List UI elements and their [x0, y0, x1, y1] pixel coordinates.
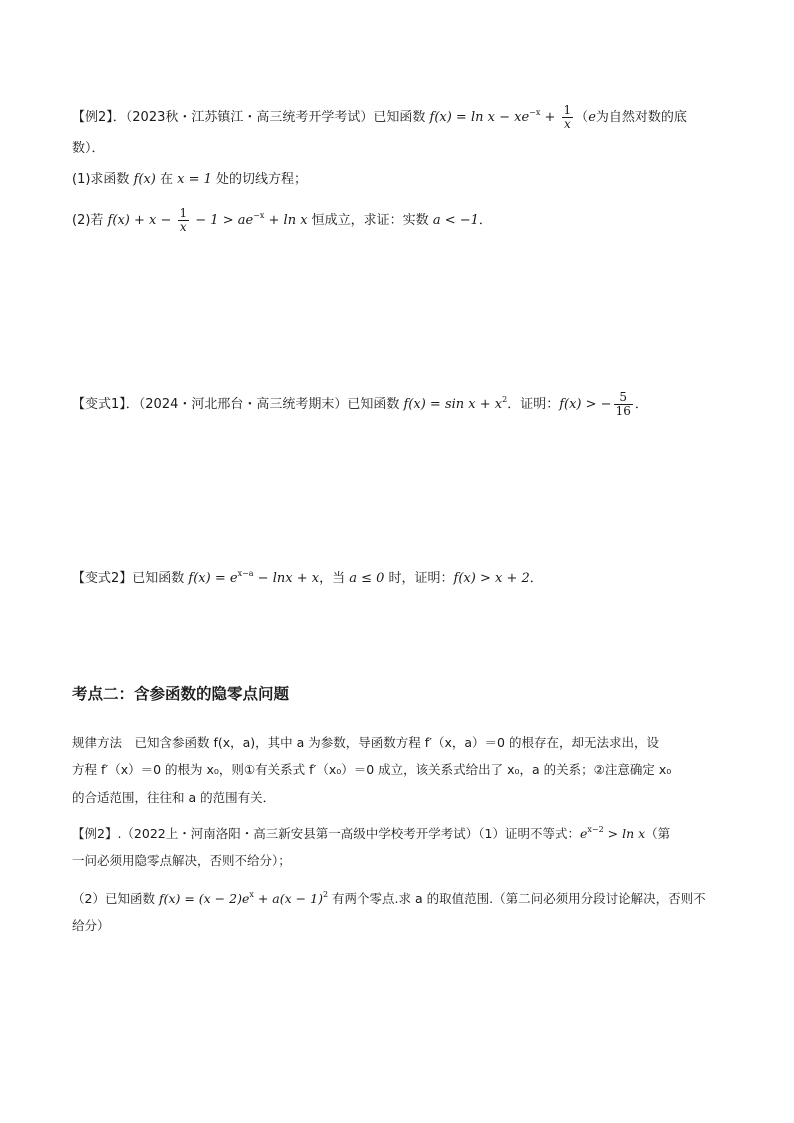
fraction-numerator: 5 [614, 391, 633, 405]
question-1-point: x = 1 [177, 172, 212, 187]
variant-2-end: ． [529, 571, 543, 586]
method-line-3: 的合适范围，往往和 a 的范围有关． [72, 790, 276, 805]
variant-1-exponent: 2 [502, 395, 508, 404]
section-heading: 考点二：含参函数的隐零点问题 [72, 685, 290, 703]
example-2b-part-2-text: 有两个零点.求 a 的取值范围.（第二问必须用分段讨论解决，否则不 [328, 891, 706, 906]
question-2-expr-a: f(x) + x − [107, 213, 176, 228]
question-2-fraction [178, 207, 190, 234]
variant-1-claim: f(x) > − [559, 397, 612, 412]
question-1-text-b: 在 [155, 172, 178, 187]
example-2b-label: 【例2】 [72, 826, 118, 841]
example-2b-ineq-b: > ln x [603, 826, 646, 841]
example-2b-source: .（2022上・河南洛阳・高三新安县第一高级中学校考开学考试）（1）证明不等式： [117, 826, 580, 841]
example-2b-line-1 [72, 820, 670, 844]
fraction-denominator: x [179, 220, 187, 234]
variant-1-fraction [614, 391, 633, 418]
variant-2-text-b: ，当 [319, 571, 350, 586]
question-2-text: (2)若 [72, 213, 108, 228]
variant-2-function-rest: − lnx + x [253, 571, 320, 586]
variant-2-exponent: x−a [237, 569, 254, 578]
example-2-line-1 [72, 103, 687, 131]
example-2b-exponent: x−2 [587, 825, 604, 834]
example-2b-line-4: 给分） [72, 918, 110, 933]
question-2-text-b: 恒成立，求证：实数 [307, 213, 433, 228]
example-2-label: 【例2】 [72, 110, 113, 125]
fraction-one-over-x [562, 104, 574, 131]
example-2-source: ．（2023秋・江苏镇江・高三统考开学考试）已知函数 [112, 110, 426, 125]
variant-1-text: ．证明： [507, 397, 560, 412]
example-2-continuation: 数）． [72, 141, 105, 156]
variant-2-function: f(x) = e [188, 571, 238, 586]
method-line-1: 规律方法 已知含参函数 f(x，a)，其中 a 为参数，导函数方程 f′（x，a）＝0 的根存在，却无法求出，设 [72, 735, 659, 750]
variant-2 [72, 564, 543, 589]
note-open: （ [575, 110, 589, 125]
variant-2-label: 【变式2】 [72, 571, 133, 586]
function-definition: f(x) = ln x − xe [429, 110, 530, 125]
example-2b-exponent-1: x [249, 890, 254, 899]
plus-sign: + [540, 110, 560, 125]
variant-1-end: ． [634, 397, 648, 412]
fraction-denominator: 16 [615, 404, 631, 418]
question-2-expr-c: + ln x [264, 213, 308, 228]
example-2b-exponent-2: 2 [322, 890, 329, 899]
variant-2-text: 已知函数 [132, 571, 189, 586]
note-text: 为自然对数的底 [595, 110, 687, 125]
variant-1 [72, 390, 648, 418]
example-2b-function-rest: + a(x − 1) [253, 891, 323, 906]
question-2-end: ． [478, 213, 492, 228]
variant-2-condition: a ≤ 0 [349, 571, 385, 586]
question-1-text-c: 处的切线方程； [211, 172, 308, 187]
example-2b-function: f(x) = (x − 2)e [158, 891, 250, 906]
question-2-exponent: −x [253, 211, 265, 220]
example-2-line-2 [72, 139, 105, 159]
question-1-function: f(x) [133, 172, 156, 187]
example-2b-line-2: 一问必须用隐零点解决，否则不给分）； [72, 853, 291, 868]
variant-1-source: ．（2024・河北邢台・高三统考期末）已知函数 [125, 397, 404, 412]
variant-2-claim: f(x) > x + 2 [453, 571, 530, 586]
example-2b-part-2: （2）已知函数 [72, 891, 159, 906]
example-2b-line-3 [72, 885, 706, 909]
method-line-2: 方程 f′（x）＝0 的根为 x₀，则①有关系式 f′（x₀）＝0 成立，该关系式给出了 x₀，a 的关系；②注意确定 x₀ [72, 762, 672, 777]
example-2b-tail: （第 [645, 826, 671, 841]
question-1 [72, 170, 307, 190]
note-e: e [588, 110, 596, 125]
fraction-numerator: 1 [563, 103, 572, 117]
exponent: −x [529, 108, 541, 117]
example-2b-ineq-a: e [579, 826, 588, 841]
variant-1-label: 【变式1】 [72, 397, 126, 412]
question-2-expr-b: − 1 > ae [191, 213, 254, 228]
variant-2-text-c: 时，证明： [384, 571, 454, 586]
variant-1-function: f(x) = sin x + x [403, 397, 503, 412]
fraction-denominator: x [563, 117, 571, 131]
question-2-claim: a < −1 [432, 213, 479, 228]
fraction-numerator: 1 [179, 206, 188, 220]
question-2 [72, 206, 492, 234]
question-1-text: (1)求函数 [72, 172, 134, 187]
